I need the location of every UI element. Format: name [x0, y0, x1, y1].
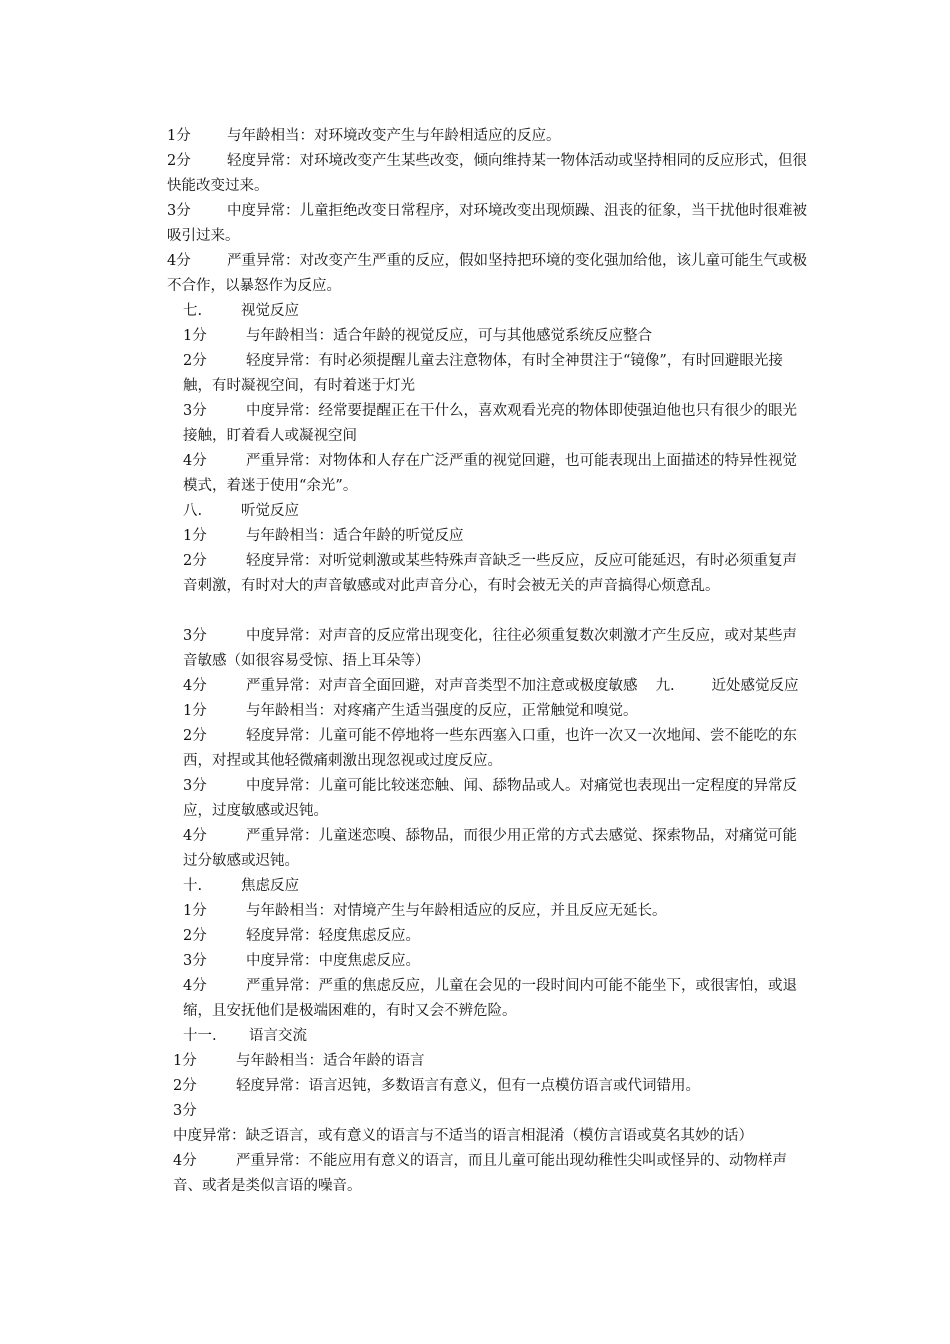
score-number: 3分 — [183, 628, 207, 644]
section-heading — [143, 1024, 811, 1049]
score-text: 严重异常：对声音全面回避，对声音类型不加注意或极度敏感 — [246, 678, 638, 694]
score-line — [143, 699, 811, 724]
score-line — [143, 124, 811, 149]
score-text: 与年龄相当：对情境产生与年龄相适应的反应，并且反应无延长。 — [246, 903, 667, 919]
score-text: 严重异常：对改变产生严重的反应，假如坚持把环境的变化强加给他，该儿童可能生气或极不合作，以暴怒作为反应。 — [167, 253, 807, 294]
score-line — [143, 1049, 811, 1074]
score-text: 与年龄相当：适合年龄的视觉反应，可与其他感觉系统反应整合 — [246, 328, 652, 344]
score-line — [143, 899, 811, 924]
blank-line — [143, 599, 811, 624]
score-number: 3分 — [183, 778, 207, 794]
score-line — [143, 349, 811, 399]
score-line — [143, 1074, 811, 1099]
score-text: 中度异常：中度焦虑反应。 — [246, 953, 420, 969]
score-number: 2分 — [183, 353, 207, 369]
score-text: 轻度异常：儿童可能不停地将一些东西塞入口重，也许一次又一次地闻、尝不能吃的东西，对捏或其他轻微痛刺激出现忽视或过度反应。 — [183, 728, 797, 769]
score-text: 严重异常：对物体和人存在广泛严重的视觉回避，也可能表现出上面描述的特异性视觉模式，着迷于使用“余光”。 — [183, 453, 797, 494]
score-text: 与年龄相当：适合年龄的听觉反应 — [246, 528, 464, 544]
score-text: 轻度异常：语言迟钝，多数语言有意义，但有一点模仿语言或代词错用。 — [236, 1078, 700, 1094]
score-line — [143, 924, 811, 949]
score-number: 1分 — [183, 703, 207, 719]
score-line — [143, 674, 811, 699]
score-text: 严重异常：严重的焦虑反应，儿童在会见的一段时间内可能不能坐下，或很害怕，或退缩，且安抚他们是极端困难的，有时又会不辨危险。 — [183, 978, 797, 1019]
section-number: 九. — [655, 678, 675, 694]
section-number: 十. — [183, 878, 203, 894]
score-text: 中度异常：缺乏语言，或有意义的语言与不适当的语言相混淆（模仿言语或莫名其妙的话） — [173, 1128, 753, 1144]
score-line — [143, 149, 811, 199]
score-line — [143, 399, 811, 449]
score-text: 轻度异常：轻度焦虑反应。 — [246, 928, 420, 944]
score-text: 中度异常：对声音的反应常出现变化，往往必须重复数次刺激才产生反应，或对某些声音敏感（如很容易受惊、捂上耳朵等） — [183, 628, 797, 669]
section-title: 视觉反应 — [241, 303, 299, 319]
document-body — [143, 124, 811, 1199]
score-text: 中度异常：经常要提醒正在干什么，喜欢观看光亮的物体即使强迫他也只有很少的眼光接触，盯着看人或凝视空间 — [183, 403, 797, 444]
score-number: 2分 — [183, 928, 207, 944]
score-number: 1分 — [183, 528, 207, 544]
score-line — [143, 199, 811, 249]
score-number: 3分 — [183, 953, 207, 969]
score-line — [143, 524, 811, 549]
section-number: 十一. — [183, 1028, 217, 1044]
section-title: 近处感觉反应 — [711, 678, 799, 694]
score-line — [143, 1149, 811, 1199]
score-line — [143, 624, 811, 674]
score-number: 2分 — [183, 728, 207, 744]
score-line — [143, 774, 811, 824]
score-line — [143, 724, 811, 774]
score-number: 1分 — [183, 903, 207, 919]
section-heading — [143, 499, 811, 524]
section-title: 听觉反应 — [241, 503, 299, 519]
score-number: 4分 — [167, 253, 191, 269]
score-line — [143, 249, 811, 299]
score-text: 严重异常：不能应用有意义的语言，而且儿童可能出现幼稚性尖叫或怪异的、动物样声音、或者是类似言语的噪音。 — [173, 1153, 787, 1194]
score-text: 严重异常：儿童迷恋嗅、舔物品，而很少用正常的方式去感觉、探索物品，对痛觉可能过分敏感或迟钝。 — [183, 828, 797, 869]
score-number: 3分 — [183, 403, 207, 419]
score-text: 轻度异常：对环境改变产生某些改变，倾向维持某一物体活动或坚持相同的反应形式，但很快能改变过来。 — [167, 153, 807, 194]
score-number: 4分 — [183, 453, 207, 469]
section-number: 八. — [183, 503, 203, 519]
score-text: 中度异常：儿童可能比较迷恋触、闻、舔物品或人。对痛觉也表现出一定程度的异常反应，过度敏感或迟钝。 — [183, 778, 797, 819]
score-text: 与年龄相当：对环境改变产生与年龄相适应的反应。 — [227, 128, 561, 144]
score-line — [143, 974, 811, 1024]
score-text: 轻度异常：有时必须提醒儿童去注意物体，有时全神贯注于“镜像”，有时回避眼光接触，有时凝视空间，有时着迷于灯光 — [183, 353, 783, 394]
score-number: 3分 — [167, 203, 191, 219]
score-number: 4分 — [183, 978, 207, 994]
score-line — [143, 549, 811, 599]
section-title: 焦虑反应 — [241, 878, 299, 894]
score-text: 与年龄相当：对疼痛产生适当强度的反应，正常触觉和嗅觉。 — [246, 703, 638, 719]
score-line — [143, 824, 811, 874]
score-number: 3分 — [173, 1103, 197, 1119]
score-number: 1分 — [167, 128, 191, 144]
score-line — [143, 1099, 811, 1149]
score-number: 4分 — [183, 678, 207, 694]
score-line — [143, 324, 811, 349]
score-number: 2分 — [167, 153, 191, 169]
score-number: 1分 — [173, 1053, 197, 1069]
score-number: 4分 — [183, 828, 207, 844]
section-number: 七. — [183, 303, 203, 319]
score-number: 2分 — [173, 1078, 197, 1094]
section-heading — [143, 874, 811, 899]
score-line — [143, 449, 811, 499]
score-number: 4分 — [173, 1153, 197, 1169]
score-number: 2分 — [183, 553, 207, 569]
section-title: 语言交流 — [249, 1028, 307, 1044]
score-text: 轻度异常：对听觉刺激或某些特殊声音缺乏一些反应，反应可能延迟，有时必须重复声音刺激，有时对大的声音敏感或对此声音分心，有时会被无关的声音搞得心烦意乱。 — [183, 553, 797, 594]
score-line — [143, 949, 811, 974]
section-heading — [143, 299, 811, 324]
score-text: 与年龄相当：适合年龄的语言 — [236, 1053, 425, 1069]
score-number: 1分 — [183, 328, 207, 344]
score-text: 中度异常：儿童拒绝改变日常程序，对环境改变出现烦躁、沮丧的征象，当干扰他时很难被吸引过来。 — [167, 203, 807, 244]
